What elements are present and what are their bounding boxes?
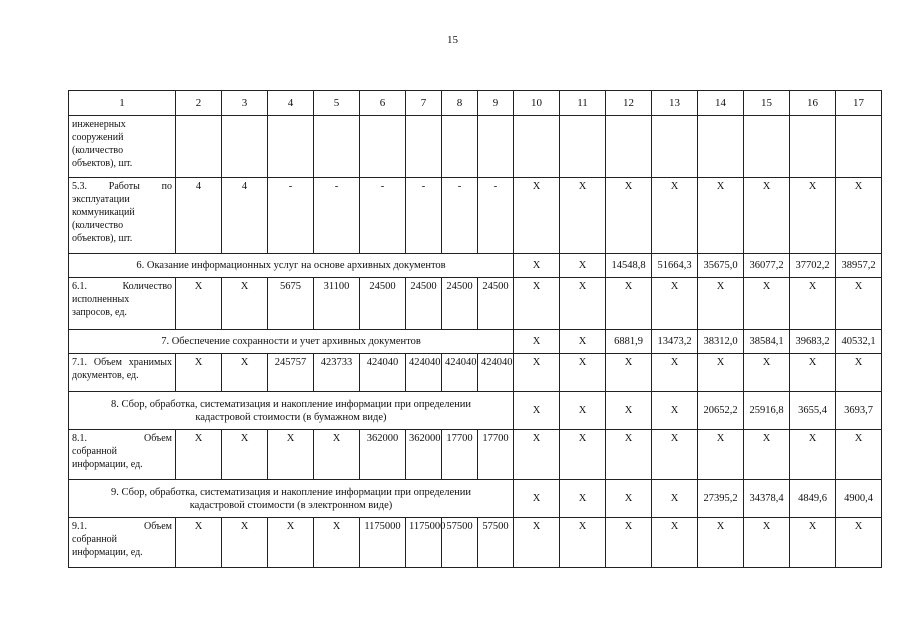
value-cell: X <box>606 430 652 480</box>
value-cell: X <box>652 178 698 254</box>
column-number: 2 <box>176 91 222 116</box>
section-title <box>69 392 514 430</box>
value-cell: X <box>314 518 360 568</box>
value-cell: 14548,8 <box>606 254 652 278</box>
value-cell: X <box>836 430 882 480</box>
value-cell: 3655,4 <box>790 392 836 430</box>
value-cell: 57500 <box>442 518 478 568</box>
table-row <box>69 518 882 568</box>
section-title <box>69 480 514 518</box>
value-cell: 24500 <box>406 278 442 330</box>
value-cell: 245757 <box>268 354 314 392</box>
value-cell: X <box>790 278 836 330</box>
description-line: коммуникаций <box>72 207 135 218</box>
value-cell: - <box>360 178 406 254</box>
value-cell: X <box>790 354 836 392</box>
value-cell: X <box>744 278 790 330</box>
value-cell: X <box>176 518 222 568</box>
row-description <box>69 178 176 254</box>
column-number: 10 <box>514 91 560 116</box>
table-row <box>69 278 882 330</box>
value-cell: 3693,7 <box>836 392 882 430</box>
value-cell: X <box>606 278 652 330</box>
value-cell: X <box>514 430 560 480</box>
value-cell: X <box>652 392 698 430</box>
column-number: 9 <box>478 91 514 116</box>
value-cell: X <box>514 330 560 354</box>
section-title-line: 9. Сбор, обработка, систематизация и накопление информации при определении <box>111 486 471 498</box>
value-cell: X <box>698 178 744 254</box>
description-line: 5.3. Работы по <box>72 181 172 192</box>
column-number: 4 <box>268 91 314 116</box>
value-cell: X <box>652 480 698 518</box>
value-cell: X <box>514 518 560 568</box>
value-cell: X <box>606 480 652 518</box>
value-cell <box>478 116 514 178</box>
value-cell: 17700 <box>442 430 478 480</box>
value-cell: X <box>836 518 882 568</box>
value-cell: X <box>606 354 652 392</box>
value-cell: X <box>560 178 606 254</box>
value-cell: 34378,4 <box>744 480 790 518</box>
value-cell: X <box>560 392 606 430</box>
section-title <box>69 254 514 278</box>
value-cell: X <box>222 430 268 480</box>
value-cell: X <box>836 354 882 392</box>
value-cell: X <box>560 278 606 330</box>
value-cell: 362000 <box>360 430 406 480</box>
value-cell: - <box>478 178 514 254</box>
value-cell: X <box>652 278 698 330</box>
value-cell: X <box>176 354 222 392</box>
value-cell: X <box>606 518 652 568</box>
column-number: 3 <box>222 91 268 116</box>
value-cell: 424040 <box>360 354 406 392</box>
description-line: собранной <box>72 446 118 457</box>
description-line: объектов), шт. <box>72 158 133 169</box>
value-cell <box>268 116 314 178</box>
value-cell: - <box>406 178 442 254</box>
description-line: информации, ед. <box>72 547 143 558</box>
table-row <box>69 430 882 480</box>
value-cell: 4900,4 <box>836 480 882 518</box>
value-cell: X <box>744 178 790 254</box>
value-cell: 24500 <box>442 278 478 330</box>
section-title-line: кадастровой стоимости (в электронном виде) <box>189 499 393 511</box>
column-number: 17 <box>836 91 882 116</box>
section-row <box>69 480 882 518</box>
section-title-line: 7. Обеспечение сохранности и учет архивных документов <box>161 336 421 347</box>
page-number: 15 <box>447 34 458 46</box>
column-number: 13 <box>652 91 698 116</box>
value-cell: X <box>514 480 560 518</box>
column-number: 8 <box>442 91 478 116</box>
value-cell: X <box>790 430 836 480</box>
value-cell: 1175000 <box>406 518 442 568</box>
value-cell <box>790 116 836 178</box>
description-line: запросов, ед. <box>72 307 127 318</box>
value-cell: X <box>176 430 222 480</box>
value-cell <box>442 116 478 178</box>
value-cell: 13473,2 <box>652 330 698 354</box>
value-cell: 40532,1 <box>836 330 882 354</box>
section-title <box>69 330 514 354</box>
value-cell: X <box>560 518 606 568</box>
row-description <box>69 518 176 568</box>
value-cell: X <box>222 278 268 330</box>
column-number: 5 <box>314 91 360 116</box>
value-cell <box>698 116 744 178</box>
description-line: 7.1. Объем хранимых <box>72 357 172 368</box>
section-title-line: кадастровой стоимости (в бумажном виде) <box>195 411 387 423</box>
section-row <box>69 392 882 430</box>
column-number: 6 <box>360 91 406 116</box>
value-cell: 51664,3 <box>652 254 698 278</box>
budget-table <box>68 90 882 568</box>
description-line: 6.1. Количество <box>72 281 172 292</box>
value-cell: 1175000 <box>360 518 406 568</box>
value-cell: 423733 <box>314 354 360 392</box>
value-cell: X <box>836 278 882 330</box>
description-line: 8.1. Объем <box>72 433 172 444</box>
value-cell: 38584,1 <box>744 330 790 354</box>
section-title-line: 6. Оказание информационных услуг на основе архивных документов <box>136 260 446 271</box>
value-cell: X <box>514 178 560 254</box>
value-cell: X <box>560 330 606 354</box>
value-cell: 24500 <box>360 278 406 330</box>
value-cell: X <box>698 518 744 568</box>
column-number: 15 <box>744 91 790 116</box>
value-cell <box>514 116 560 178</box>
value-cell: - <box>268 178 314 254</box>
value-cell: 362000 <box>406 430 442 480</box>
value-cell <box>560 116 606 178</box>
description-line: собранной <box>72 534 118 545</box>
description-line: объектов), шт. <box>72 233 133 244</box>
value-cell: 38957,2 <box>836 254 882 278</box>
value-cell: 20652,2 <box>698 392 744 430</box>
column-number: 1 <box>69 91 176 116</box>
value-cell: X <box>514 254 560 278</box>
value-cell <box>222 116 268 178</box>
value-cell: X <box>744 518 790 568</box>
value-cell <box>744 116 790 178</box>
value-cell: X <box>560 480 606 518</box>
value-cell: X <box>744 354 790 392</box>
value-cell: 4 <box>176 178 222 254</box>
value-cell: 57500 <box>478 518 514 568</box>
header-row <box>69 91 882 116</box>
value-cell: 25916,8 <box>744 392 790 430</box>
row-description <box>69 116 176 178</box>
value-cell <box>836 116 882 178</box>
value-cell: X <box>268 430 314 480</box>
description-line: эксплуатации <box>72 194 130 205</box>
table-row <box>69 354 882 392</box>
value-cell: X <box>790 518 836 568</box>
value-cell <box>606 116 652 178</box>
row-description <box>69 430 176 480</box>
value-cell: 38312,0 <box>698 330 744 354</box>
value-cell: X <box>790 178 836 254</box>
description-line: документов, ед. <box>72 370 139 381</box>
table-row <box>69 178 882 254</box>
section-row <box>69 254 882 278</box>
value-cell: X <box>836 178 882 254</box>
value-cell: 6881,9 <box>606 330 652 354</box>
value-cell: 35675,0 <box>698 254 744 278</box>
description-line: (количество <box>72 220 124 231</box>
value-cell: 27395,2 <box>698 480 744 518</box>
value-cell: 4849,6 <box>790 480 836 518</box>
row-description <box>69 278 176 330</box>
column-number: 12 <box>606 91 652 116</box>
value-cell <box>360 116 406 178</box>
description-line: (количество <box>72 145 124 156</box>
value-cell: X <box>698 354 744 392</box>
value-cell: - <box>314 178 360 254</box>
value-cell: 5675 <box>268 278 314 330</box>
column-number: 14 <box>698 91 744 116</box>
value-cell: X <box>222 518 268 568</box>
value-cell: X <box>268 518 314 568</box>
table-body <box>69 91 882 568</box>
value-cell: 424040 <box>406 354 442 392</box>
table-row <box>69 116 882 178</box>
value-cell: X <box>560 354 606 392</box>
description-line: сооружений <box>72 132 124 143</box>
value-cell: X <box>698 430 744 480</box>
value-cell: 31100 <box>314 278 360 330</box>
value-cell: 4 <box>222 178 268 254</box>
value-cell: X <box>176 278 222 330</box>
value-cell: X <box>606 392 652 430</box>
value-cell: X <box>606 178 652 254</box>
value-cell: X <box>314 430 360 480</box>
value-cell: - <box>442 178 478 254</box>
value-cell <box>314 116 360 178</box>
value-cell: 39683,2 <box>790 330 836 354</box>
description-line: информации, ед. <box>72 459 143 470</box>
value-cell: X <box>514 392 560 430</box>
column-number: 16 <box>790 91 836 116</box>
value-cell: X <box>698 278 744 330</box>
value-cell: 424040 <box>442 354 478 392</box>
value-cell <box>406 116 442 178</box>
value-cell: 17700 <box>478 430 514 480</box>
value-cell: X <box>514 278 560 330</box>
value-cell: X <box>514 354 560 392</box>
value-cell: 36077,2 <box>744 254 790 278</box>
value-cell: 424040 <box>478 354 514 392</box>
value-cell: 37702,2 <box>790 254 836 278</box>
section-row <box>69 330 882 354</box>
value-cell: X <box>560 430 606 480</box>
value-cell: 24500 <box>478 278 514 330</box>
description-line: 9.1. Объем <box>72 521 172 532</box>
value-cell: X <box>652 430 698 480</box>
value-cell: X <box>744 430 790 480</box>
description-line: инженерных <box>72 119 126 130</box>
column-number: 7 <box>406 91 442 116</box>
value-cell: X <box>652 518 698 568</box>
value-cell: X <box>222 354 268 392</box>
value-cell: X <box>560 254 606 278</box>
value-cell: X <box>652 354 698 392</box>
description-line: исполненных <box>72 294 130 305</box>
section-title-line: 8. Сбор, обработка, систематизация и накопление информации при определении <box>111 398 471 410</box>
column-number: 11 <box>560 91 606 116</box>
value-cell <box>652 116 698 178</box>
value-cell <box>176 116 222 178</box>
row-description <box>69 354 176 392</box>
